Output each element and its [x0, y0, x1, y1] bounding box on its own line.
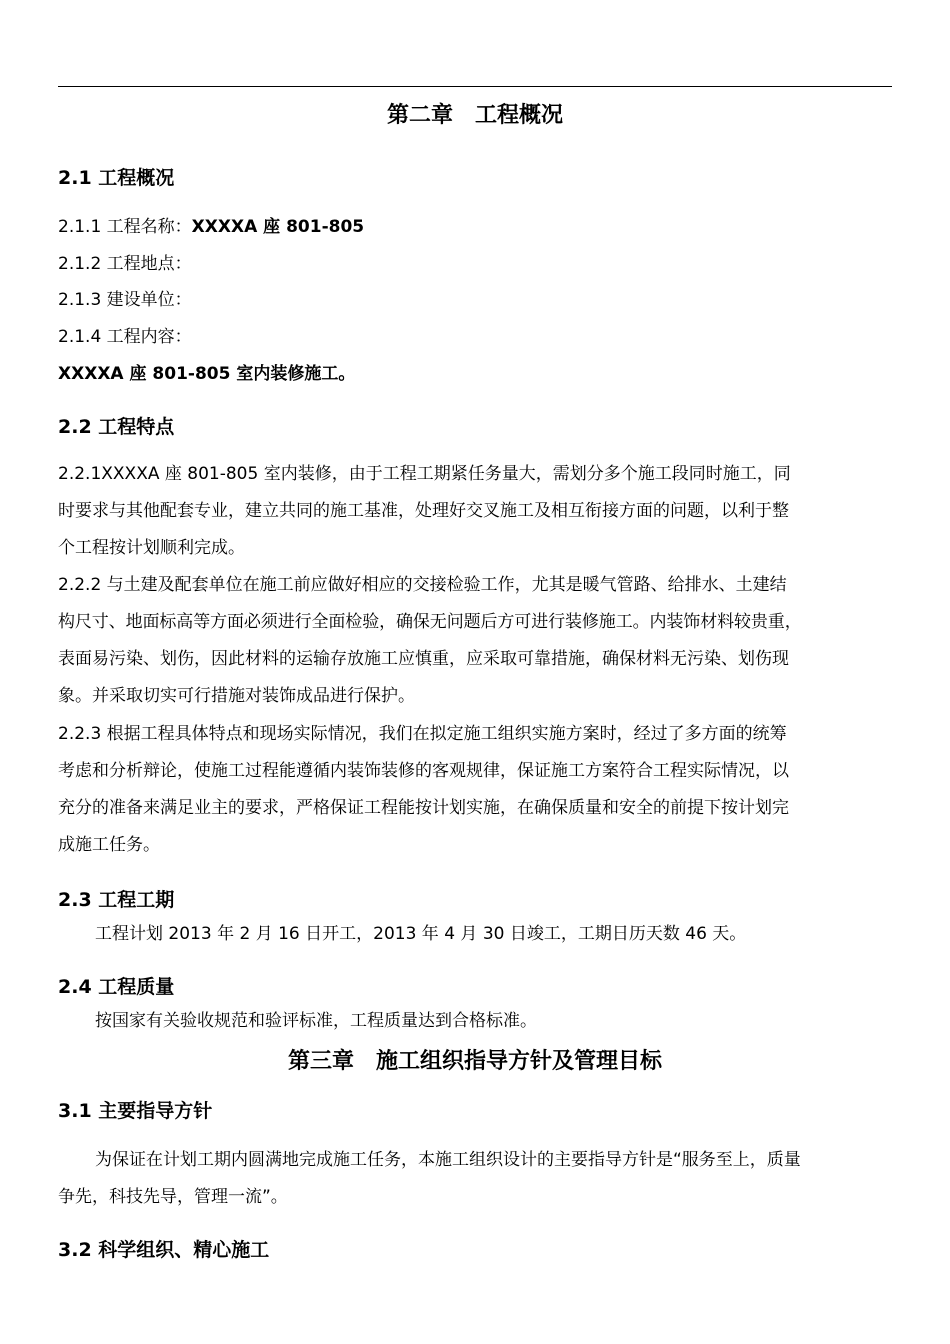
- schedule-text: 工程计划 2013 年 2 月 16 日开工，2013 年 4 月 30 日竣工，工期日历天数 46 天。: [95, 924, 747, 944]
- paragraph-line: 成施工任务。: [58, 835, 160, 855]
- project-name-value: XXXXA 座 801-805: [191, 217, 365, 237]
- section-3-2-heading: 3.2 科学组织、精心施工: [58, 1239, 270, 1261]
- header-rule: [58, 86, 892, 87]
- guideline-line-2: 争先，科技先导，管理一流”。: [58, 1187, 288, 1207]
- section-2-2-heading: 2.2 工程特点: [58, 416, 175, 438]
- paragraph-line: 充分的准备来满足业主的要求，严格保证工程能按计划实施，在确保质量和安全的前提下按计划完: [58, 798, 789, 818]
- paragraph-2-2-1: [58, 456, 892, 567]
- chapter-3-title: 第三章 施工组织指导方针及管理目标: [287, 1049, 662, 1074]
- paragraph-line: 个工程按计划顺利完成。: [58, 538, 245, 558]
- chapter-2-title: 第二章 工程概况: [386, 103, 563, 128]
- paragraph-line: 2.2.1XXXXA 座 801-805 室内装修，由于工程工期紧任务量大，需划分多个施工段同时施工，同: [58, 464, 791, 484]
- builder-unit-label: 2.1.3 建设单位：: [58, 290, 192, 310]
- paragraph-line: 象。并采取切实可行措施对装饰成品进行保护。: [58, 686, 415, 706]
- project-location-label: 2.1.2 工程地点：: [58, 254, 192, 274]
- paragraph-line: 表面易污染、划伤，因此材料的运输存放施工应慎重，应采取可靠措施，确保材料无污染、划伤现: [58, 649, 789, 669]
- section-2-4-heading: 2.4 工程质量: [58, 976, 175, 998]
- paragraph-line: 时要求与其他配套专业，建立共同的施工基准，处理好交叉施工及相互衔接方面的问题，以利于整: [58, 501, 789, 521]
- project-content-label: 2.1.4 工程内容：: [58, 327, 192, 347]
- project-name-label: 2.1.1 工程名称：: [58, 217, 192, 237]
- paragraph-line: 2.2.2 与土建及配套单位在施工前应做好相应的交接检验工作，尤其是暖气管路、给排水、土建结: [58, 575, 787, 595]
- paragraph-line: 2.2.3 根据工程具体特点和现场实际情况，我们在拟定施工组织实施方案时，经过了多方面的统筹: [58, 724, 787, 744]
- paragraph-line: 构尺寸、地面标高等方面必须进行全面检验，确保无问题后方可进行装修施工。内装饰材料较贵重，: [58, 612, 802, 632]
- section-2-3-heading: 2.3 工程工期: [58, 889, 175, 911]
- guideline-line-1: 为保证在计划工期内圆满地完成施工任务，本施工组织设计的主要指导方针是“服务至上，质量: [95, 1150, 801, 1170]
- project-content-value: XXXXA 座 801-805 室内装修施工。: [58, 364, 356, 384]
- section-3-1-heading: 3.1 主要指导方针: [58, 1100, 213, 1122]
- paragraph-line: 考虑和分析辩论，使施工过程能遵循内装饰装修的客观规律，保证施工方案符合工程实际情况，以: [58, 761, 789, 781]
- project-name-line: [58, 216, 364, 238]
- paragraph-2-2-2: [58, 567, 892, 715]
- quality-text: 按国家有关验收规范和验评标准，工程质量达到合格标准。: [95, 1011, 537, 1031]
- paragraph-2-2-3: [58, 716, 892, 864]
- section-2-1-heading: 2.1 工程概况: [58, 167, 175, 189]
